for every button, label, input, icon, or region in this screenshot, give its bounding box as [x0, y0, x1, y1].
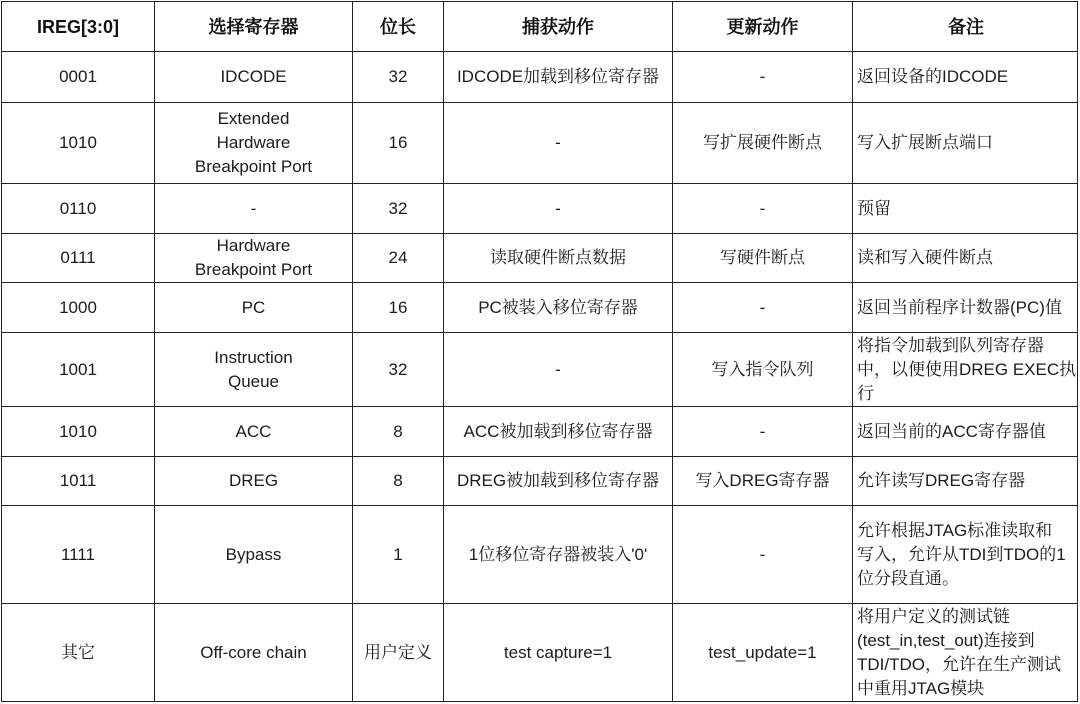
cell-text-line: 返回设备的IDCODE — [857, 67, 1009, 86]
table-cell-update-action — [673, 283, 853, 333]
cell-text-line: - — [759, 544, 766, 564]
table-cell-select-register — [155, 234, 353, 283]
cell-text-line: - — [759, 421, 766, 441]
table-cell-select-register — [155, 506, 353, 604]
table-cell-bit-length — [353, 184, 444, 234]
table-cell-capture-action — [444, 407, 673, 457]
cell-text-line: 1 — [393, 544, 403, 564]
table-cell-bit-length — [353, 506, 444, 604]
table-cell-update-action — [673, 457, 853, 506]
table-cell-select-register — [155, 103, 353, 184]
table-cell-bit-length — [353, 604, 444, 702]
table-cell-ireg — [2, 283, 155, 333]
table-cell-remark — [853, 506, 1078, 604]
cell-text-line: Off-core chain — [200, 642, 307, 662]
table-cell-ireg — [2, 333, 155, 407]
cell-text-line: 预留 — [857, 198, 891, 218]
cell-text-line: ACC被加载到移位寄存器 — [463, 421, 653, 441]
cell-text-line: 位分段直通。 — [857, 568, 959, 588]
table-cell-update-action — [673, 407, 853, 457]
cell-text-line: 写扩展硬件断点 — [703, 133, 822, 152]
cell-text-line: 允许读写DREG寄存器 — [857, 471, 1026, 490]
cell-text-line: 24 — [388, 248, 408, 267]
cell-text-line: IDCODE — [220, 67, 287, 86]
cell-text-line: test capture=1 — [503, 642, 613, 662]
header-remark: 备注 — [853, 2, 1078, 52]
header-ireg: IREG[3:0] — [2, 2, 155, 52]
table-cell-capture-action — [444, 52, 673, 103]
table-cell-capture-action — [444, 234, 673, 283]
cell-text-line: PC被装入移位寄存器 — [478, 297, 638, 317]
table-cell-remark — [853, 407, 1078, 457]
cell-text-line: DREG被加载到移位寄存器 — [456, 471, 660, 490]
header-capture-action: 捕获动作 — [444, 2, 673, 52]
cell-text-line: 16 — [388, 297, 408, 317]
cell-text-line: (test_in,test_out)连接到 — [857, 630, 1035, 650]
cell-text-line: Hardware — [216, 133, 291, 152]
cell-text-line: 0001 — [59, 67, 97, 86]
table-cell-remark — [853, 184, 1078, 234]
table-cell-remark — [853, 604, 1078, 702]
cell-text-line: - — [555, 198, 561, 218]
cell-text-line: 1010 — [59, 133, 97, 152]
cell-text-line: 将指令加载到队列寄存器 — [857, 335, 1044, 355]
table-cell-capture-action — [444, 506, 673, 604]
cell-text-line: 写入DREG寄存器 — [695, 471, 830, 490]
table-cell-ireg — [2, 506, 155, 604]
cell-text-line: - — [555, 359, 561, 379]
cell-text-line: 0110 — [59, 198, 97, 218]
table-cell-remark — [853, 333, 1078, 407]
cell-text-line: 16 — [388, 133, 408, 152]
cell-text-line: TDI/TDO，允许在生产测试 — [857, 654, 1061, 674]
table-cell-ireg — [2, 103, 155, 184]
table-cell-select-register — [155, 604, 353, 702]
cell-text-line: 1010 — [59, 421, 97, 441]
cell-text-line: 1011 — [59, 471, 97, 490]
cell-text-line: 用户定义 — [364, 642, 432, 662]
table-cell-capture-action — [444, 283, 673, 333]
cell-text-line: ACC — [235, 421, 272, 441]
cell-text-line: 8 — [393, 471, 403, 490]
table-cell-bit-length — [353, 333, 444, 407]
cell-text-line: 1位移位寄存器被装入'0' — [468, 544, 648, 564]
cell-text-line: 1001 — [59, 359, 97, 379]
table-cell-remark — [853, 52, 1078, 103]
cell-text-line: 行 — [857, 383, 874, 403]
table-cell-select-register — [155, 457, 353, 506]
register-table — [1, 1, 1078, 702]
cell-text-line: 写入指令队列 — [711, 359, 814, 379]
cell-text-line: Bypass — [225, 544, 282, 564]
table-cell-update-action — [673, 506, 853, 604]
table-cell-bit-length — [353, 52, 444, 103]
cell-text-line: 将用户定义的测试链 — [857, 606, 1010, 626]
table-cell-ireg — [2, 234, 155, 283]
table-cell-update-action — [673, 604, 853, 702]
cell-text-line: 写入，允许从TDI到TDO的1 — [857, 544, 1066, 564]
cell-text-line: Queue — [227, 371, 280, 391]
table-cell-bit-length — [353, 457, 444, 506]
cell-text-line: Extended — [217, 109, 290, 128]
table-cell-bit-length — [353, 103, 444, 184]
table-cell-select-register — [155, 52, 353, 103]
table-cell-capture-action — [444, 604, 673, 702]
cell-text-line: Breakpoint Port — [194, 260, 313, 279]
cell-text-line: 读和写入硬件断点 — [857, 248, 993, 267]
cell-text-line: 返回当前的ACC寄存器值 — [857, 421, 1046, 441]
table-cell-update-action — [673, 103, 853, 184]
cell-text-line: - — [555, 133, 561, 152]
table-cell-capture-action — [444, 103, 673, 184]
cell-text-line: 1000 — [59, 297, 97, 317]
cell-text-line: 中重用JTAG模块 — [857, 678, 985, 698]
cell-text-line: 读取硬件断点数据 — [490, 248, 626, 267]
cell-text-line: 允许根据JTAG标准读取和 — [857, 520, 1053, 540]
cell-text-line: Hardware — [216, 236, 291, 255]
table-cell-update-action — [673, 333, 853, 407]
cell-text-line: 返回当前程序计数器(PC)值 — [857, 297, 1062, 317]
cell-text-line: 32 — [388, 198, 408, 218]
table-cell-remark — [853, 457, 1078, 506]
table-cell-capture-action — [444, 457, 673, 506]
header-bit-length: 位长 — [353, 2, 444, 52]
table-cell-remark — [853, 234, 1078, 283]
table-cell-ireg — [2, 52, 155, 103]
cell-text-line: 1111 — [60, 544, 96, 564]
cell-text-line: 32 — [388, 359, 408, 379]
table-cell-update-action — [673, 52, 853, 103]
cell-text-line: 中，以便使用DREG EXEC执 — [857, 359, 1077, 379]
table-cell-select-register — [155, 184, 353, 234]
cell-text-line: - — [759, 198, 766, 218]
cell-text-line: test_update=1 — [708, 642, 817, 662]
cell-text-line: - — [759, 297, 766, 317]
cell-text-line: PC — [241, 297, 266, 317]
cell-text-line: - — [250, 198, 257, 218]
table-cell-select-register — [155, 333, 353, 407]
cell-text-line: 32 — [388, 67, 408, 86]
table-cell-bit-length — [353, 234, 444, 283]
cell-text-line: - — [759, 67, 766, 86]
table-cell-ireg — [2, 457, 155, 506]
cell-text-line: Instruction — [214, 347, 293, 367]
cell-text-line: 写入扩展断点端口 — [857, 133, 993, 152]
table-cell-ireg — [2, 184, 155, 234]
table-cell-remark — [853, 283, 1078, 333]
table-cell-select-register — [155, 407, 353, 457]
header-select-register: 选择寄存器 — [155, 2, 353, 52]
table-cell-ireg — [2, 604, 155, 702]
cell-text-line: IDCODE加载到移位寄存器 — [456, 67, 660, 86]
table-cell-bit-length — [353, 283, 444, 333]
table-cell-update-action — [673, 234, 853, 283]
table-cell-select-register — [155, 283, 353, 333]
cell-text-line: Breakpoint Port — [194, 157, 313, 176]
cell-text-line: DREG — [228, 471, 279, 490]
header-update-action: 更新动作 — [673, 2, 853, 52]
cell-text-line: 写硬件断点 — [720, 248, 805, 267]
table-cell-capture-action — [444, 333, 673, 407]
table-cell-capture-action — [444, 184, 673, 234]
cell-text-line: 其它 — [61, 642, 95, 662]
cell-text-line: 0111 — [60, 248, 96, 267]
table-cell-ireg — [2, 407, 155, 457]
table-cell-remark — [853, 103, 1078, 184]
cell-text-line: 8 — [393, 421, 403, 441]
table-cell-update-action — [673, 184, 853, 234]
table-cell-bit-length — [353, 407, 444, 457]
